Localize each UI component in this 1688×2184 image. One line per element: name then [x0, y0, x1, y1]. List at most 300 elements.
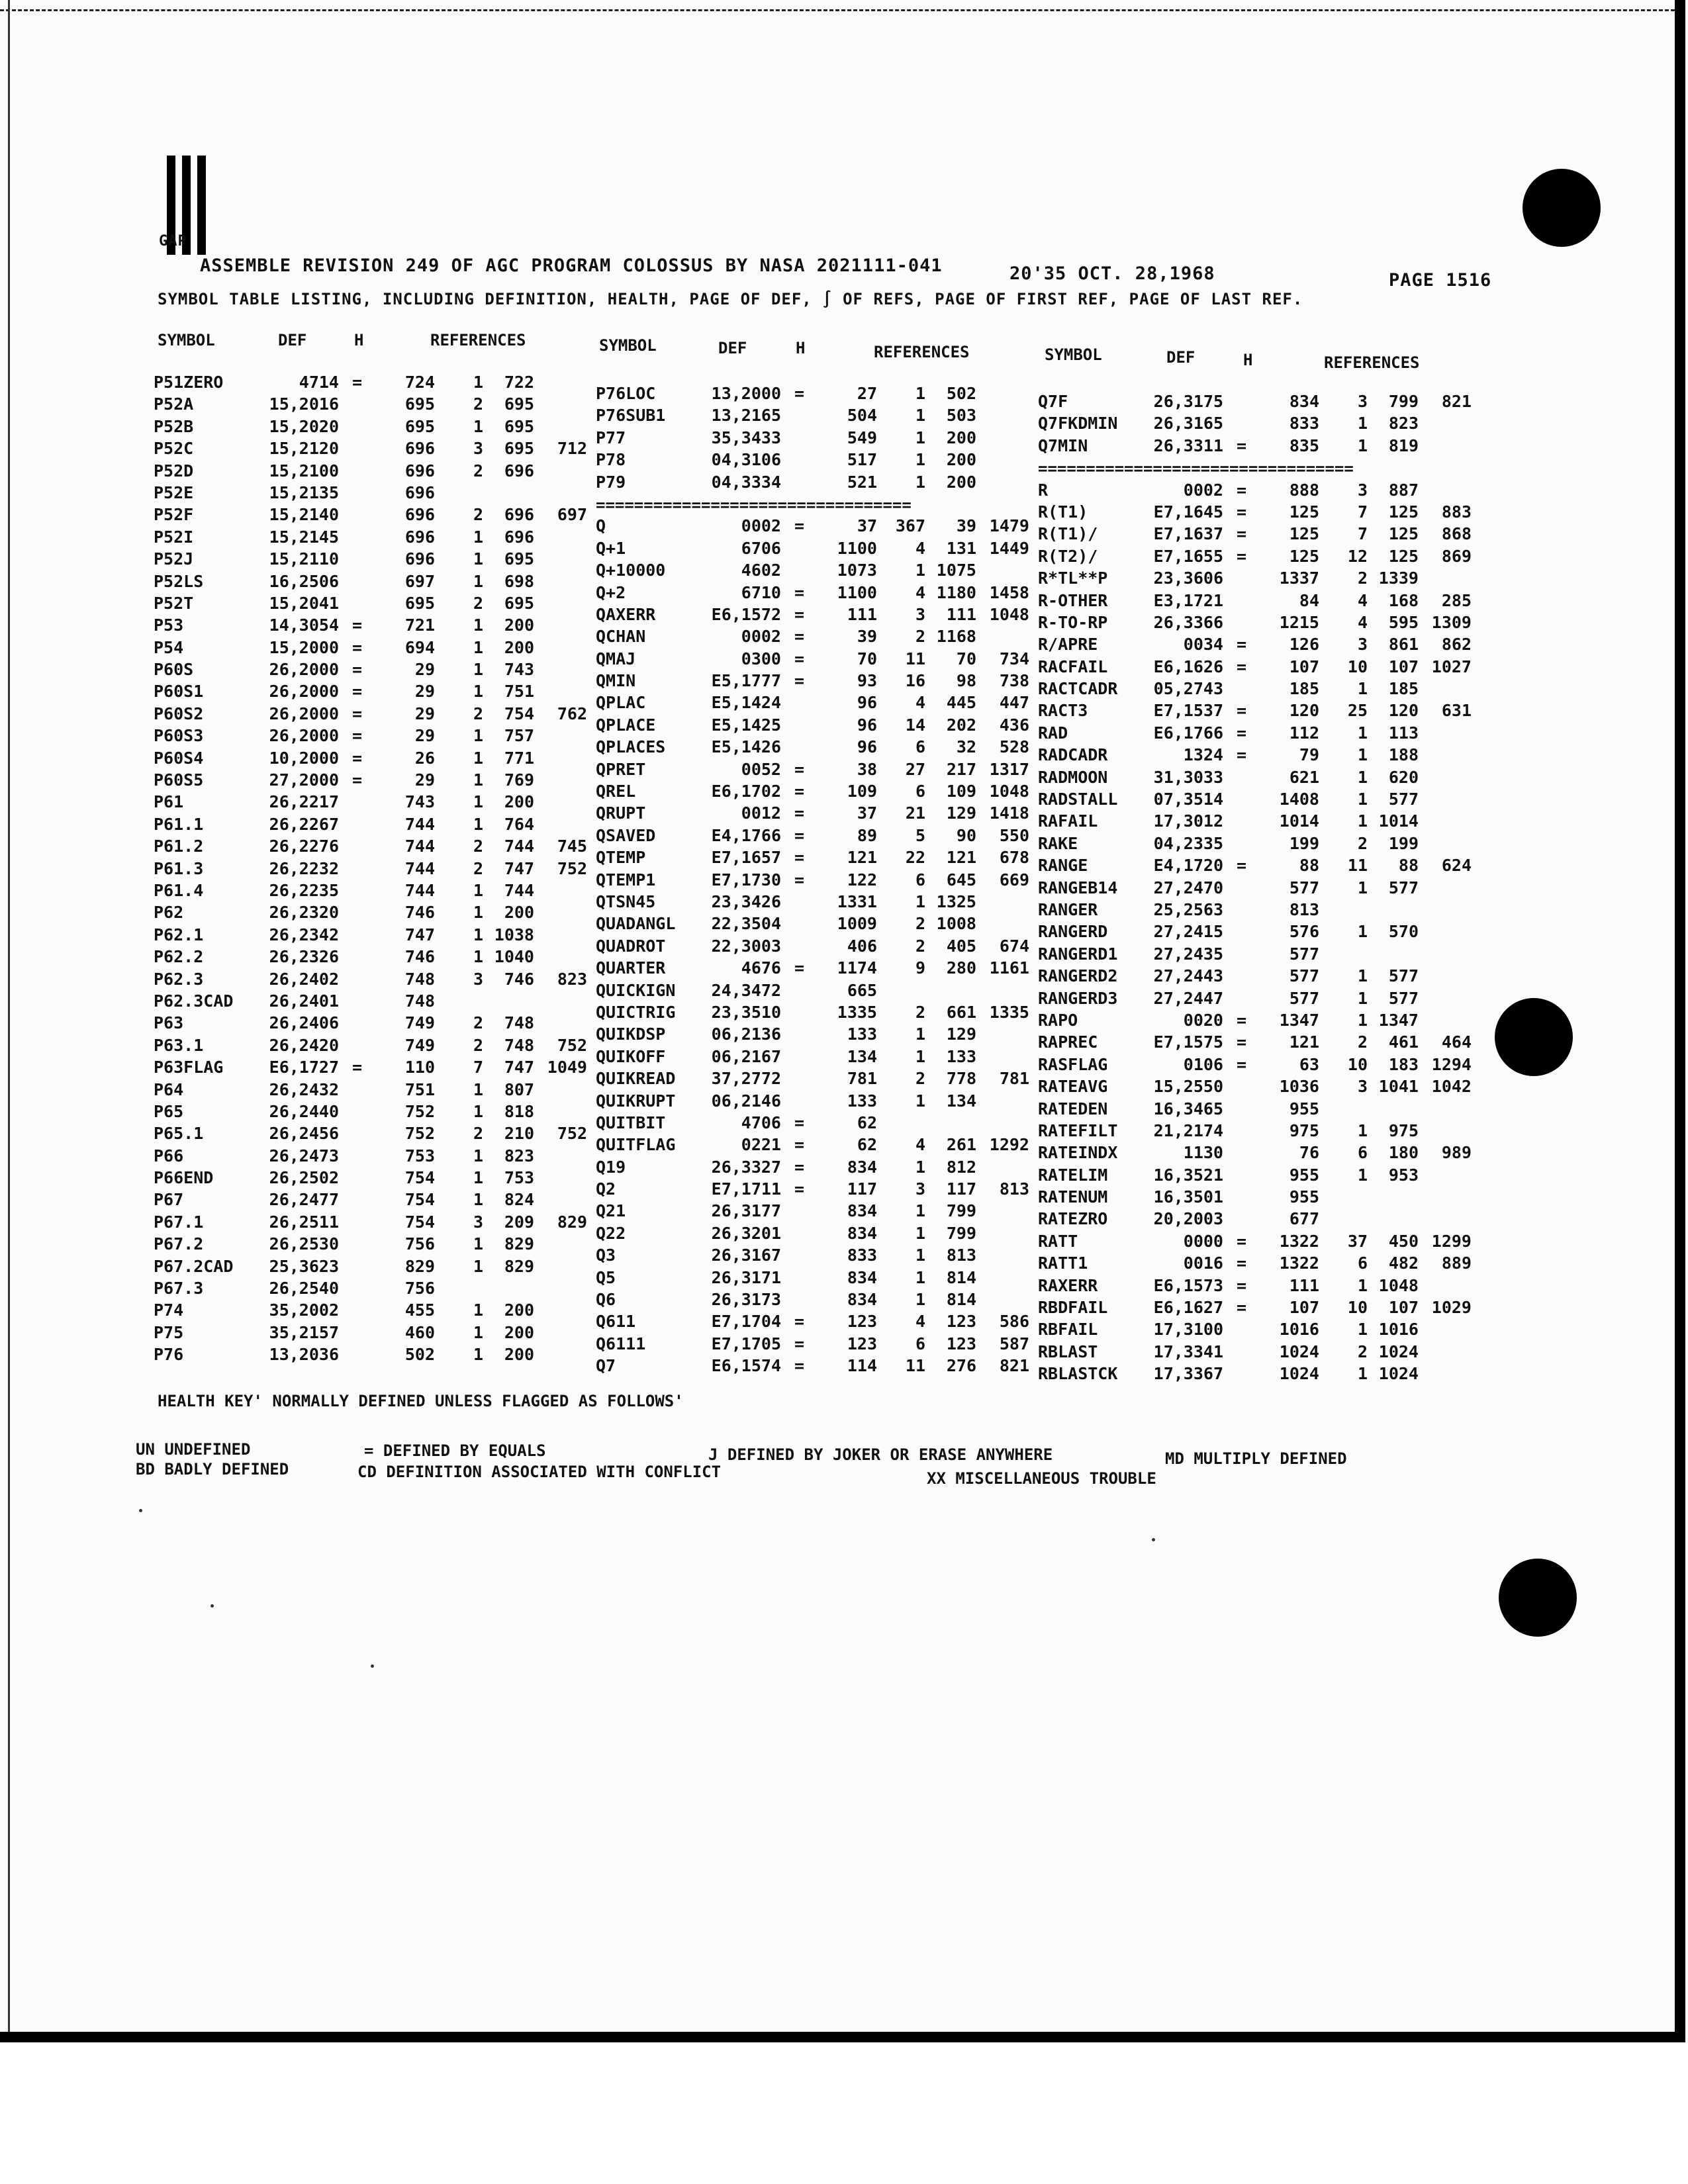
def-cell: 15,2135: [269, 482, 339, 502]
symbol-cell: P67: [154, 1190, 184, 1210]
page-left-edge: [8, 0, 10, 2032]
first-ref-cell: 32: [956, 737, 976, 757]
def-cell: 04,3334: [711, 472, 781, 492]
last-ref-cell: 669: [999, 870, 1029, 889]
def-page-cell: 1036: [1279, 1077, 1319, 1097]
def-cell: 23,3426: [711, 891, 781, 911]
symbol-cell: P60S5: [154, 770, 204, 790]
symbol-cell: Q3: [596, 1246, 616, 1265]
symbol-cell: RBLAST: [1038, 1342, 1098, 1361]
health-cell: =: [352, 704, 363, 723]
symbol-cell: Q+2: [596, 582, 626, 602]
health-cell: =: [1237, 502, 1247, 522]
symbol-cell: P66END: [154, 1168, 214, 1188]
ref-count-cell: 1: [1357, 966, 1368, 986]
column-header-health: H: [796, 339, 806, 357]
health-cell: =: [794, 582, 805, 602]
def-page-cell: 834: [847, 1267, 877, 1287]
def-page-cell: 744: [404, 880, 435, 900]
health-cell: =: [1237, 480, 1247, 500]
health-cell: =: [352, 1058, 363, 1077]
symbol-cell: P52B: [154, 416, 194, 436]
ref-count-cell: 1: [473, 373, 483, 392]
health-cell: =: [1237, 745, 1247, 765]
def-page-cell: 123: [847, 1312, 877, 1332]
first-ref-cell: 975: [1388, 1120, 1419, 1140]
def-cell: 16,3521: [1153, 1165, 1223, 1185]
first-ref-cell: 121: [946, 848, 976, 868]
def-page-cell: 1024: [1279, 1364, 1319, 1384]
first-ref-cell: 696: [504, 461, 534, 480]
health-key-title: HEALTH KEY' NORMALLY DEFINED UNLESS FLAGGED AS FOLLOWS': [158, 1392, 684, 1410]
first-ref-cell: 1347: [1378, 1010, 1419, 1030]
def-page-cell: 696: [404, 482, 435, 502]
symbol-cell: RATEDEN: [1038, 1099, 1108, 1118]
def-page-cell: 133: [847, 1091, 877, 1111]
ref-count-cell: 2: [473, 1013, 483, 1033]
symbol-cell: QPLACES: [596, 737, 666, 757]
def-page-cell: 62: [857, 1113, 877, 1132]
def-page-cell: 746: [404, 903, 435, 923]
def-page-cell: 834: [847, 1223, 877, 1243]
symbol-cell: RACT3: [1038, 701, 1088, 721]
first-ref-cell: 117: [946, 1179, 976, 1199]
first-ref-cell: 1041: [1378, 1077, 1419, 1097]
health-cell: =: [794, 803, 805, 823]
health-cell: =: [794, 1312, 805, 1332]
first-ref-cell: 276: [946, 1356, 976, 1376]
last-ref-cell: 586: [999, 1312, 1029, 1332]
ref-count-cell: 16: [905, 671, 925, 691]
def-cell: 27,2443: [1153, 966, 1223, 986]
symbol-cell: P63FLAG: [154, 1058, 224, 1077]
def-cell: 4714: [299, 373, 339, 392]
def-page-cell: 114: [847, 1356, 877, 1376]
first-ref-cell: 747: [504, 858, 534, 878]
first-ref-cell: 210: [504, 1124, 534, 1144]
scan-speck: [211, 1604, 214, 1608]
health-cell: =: [794, 870, 805, 889]
health-cell: =: [794, 958, 805, 978]
symbol-cell: RATENUM: [1038, 1187, 1108, 1207]
def-page-cell: 695: [404, 593, 435, 613]
symbol-cell: RANGERD3: [1038, 988, 1118, 1008]
symbol-cell: P52LS: [154, 571, 204, 591]
def-page-cell: 833: [1289, 414, 1319, 433]
def-page-cell: 955: [1289, 1165, 1319, 1185]
first-ref-cell: 829: [504, 1234, 534, 1254]
def-page-cell: 112: [1289, 723, 1319, 743]
last-ref-cell: 883: [1441, 502, 1472, 522]
first-ref-cell: 698: [504, 571, 534, 591]
first-ref-cell: 771: [504, 748, 534, 768]
symbol-cell: Q2: [596, 1179, 616, 1199]
def-cell: 04,3106: [711, 450, 781, 470]
symbol-cell: P64: [154, 1079, 184, 1099]
def-page-cell: 1337: [1279, 569, 1319, 588]
health-cell: =: [352, 637, 363, 657]
ref-count-cell: 3: [915, 1179, 925, 1199]
first-ref-cell: 744: [504, 880, 534, 900]
scan-speck: [1152, 1538, 1155, 1541]
def-cell: 0020: [1183, 1010, 1223, 1030]
first-ref-cell: 819: [1388, 435, 1419, 455]
health-cell: =: [1237, 635, 1247, 655]
def-cell: 15,2145: [269, 527, 339, 547]
health-cell: =: [794, 1113, 805, 1132]
first-ref-cell: 764: [504, 814, 534, 834]
ref-count-cell: 11: [905, 1356, 925, 1376]
health-cell: =: [794, 604, 805, 624]
symbol-cell: RATEFILT: [1038, 1120, 1118, 1140]
symbol-cell: RANGE: [1038, 856, 1088, 876]
symbol-cell: RAPREC: [1038, 1032, 1098, 1052]
last-ref-cell: 1335: [989, 1002, 1029, 1022]
last-ref-cell: 1317: [989, 759, 1029, 779]
def-page-cell: 29: [414, 704, 435, 723]
ref-count-cell: 1: [915, 1091, 925, 1111]
symbol-cell: P62.2: [154, 947, 204, 967]
first-ref-cell: 200: [946, 428, 976, 447]
ref-count-cell: 11: [905, 649, 925, 668]
def-page-cell: 107: [1289, 657, 1319, 676]
health-cell: =: [1237, 1298, 1247, 1318]
def-cell: 26,2217: [269, 792, 339, 812]
symbol-cell: P52A: [154, 394, 194, 414]
symbol-cell: RBLASTCK: [1038, 1364, 1118, 1384]
def-cell: 22,3003: [711, 936, 781, 956]
symbol-cell: QRUPT: [596, 803, 646, 823]
ref-count-cell: 1: [1357, 723, 1368, 743]
def-page-cell: 747: [404, 925, 435, 944]
first-ref-cell: 696: [504, 505, 534, 525]
ref-count-cell: 2: [915, 1069, 925, 1089]
symbol-cell: R/APRE: [1038, 635, 1098, 655]
scan-speck: [139, 1509, 142, 1512]
def-cell: E7,1705: [711, 1334, 781, 1353]
symbol-cell: RANGERD2: [1038, 966, 1118, 986]
first-ref-cell: 1008: [936, 914, 976, 934]
health-cell: =: [794, 671, 805, 691]
def-cell: 0000: [1183, 1231, 1223, 1251]
ref-count-cell: 25: [1347, 701, 1368, 721]
last-ref-cell: 1418: [989, 803, 1029, 823]
symbol-cell: RADMOON: [1038, 767, 1108, 787]
def-cell: 26,3171: [711, 1267, 781, 1287]
symbol-cell: Q19: [596, 1157, 626, 1177]
def-cell: 0002: [1183, 480, 1223, 500]
first-ref-cell: 748: [504, 1035, 534, 1055]
def-cell: 17,3100: [1153, 1320, 1223, 1340]
first-ref-cell: 168: [1388, 590, 1419, 610]
listing-title: ASSEMBLE REVISION 249 OF AGC PROGRAM COLOSSUS BY NASA 2021111-041: [200, 255, 943, 276]
ref-count-cell: 1: [473, 748, 483, 768]
def-cell: 26,2342: [269, 925, 339, 944]
symbol-cell: QTEMP: [596, 848, 646, 868]
last-ref-cell: 1299: [1431, 1231, 1472, 1251]
def-page-cell: 721: [404, 615, 435, 635]
ref-count-cell: 2: [915, 936, 925, 956]
first-ref-cell: 209: [504, 1212, 534, 1232]
def-page-cell: 117: [847, 1179, 877, 1199]
def-page-cell: 521: [847, 472, 877, 492]
symbol-cell: RADCADR: [1038, 745, 1108, 765]
last-ref-cell: 1161: [989, 958, 1029, 978]
def-page-cell: 109: [847, 782, 877, 801]
def-page-cell: 697: [404, 571, 435, 591]
first-ref-cell: 88: [1398, 856, 1419, 876]
last-ref-cell: 697: [557, 505, 587, 525]
symbol-cell: RAPO: [1038, 1010, 1078, 1030]
punch-hole: [1523, 169, 1601, 247]
symbol-cell: P61: [154, 792, 184, 812]
def-page-cell: 696: [404, 505, 435, 525]
ref-count-cell: 1: [915, 1024, 925, 1044]
ref-count-cell: 3: [473, 1212, 483, 1232]
health-cell: =: [1237, 546, 1247, 566]
def-cell: 26,2401: [269, 991, 339, 1011]
def-cell: E5,1425: [711, 715, 781, 735]
ref-count-cell: 1: [915, 384, 925, 403]
last-ref-cell: 869: [1441, 546, 1472, 566]
last-ref-cell: 1294: [1431, 1054, 1472, 1074]
first-ref-cell: 953: [1388, 1165, 1419, 1185]
ref-count-cell: 1: [1357, 414, 1368, 433]
def-cell: E6,1572: [711, 604, 781, 624]
def-page-cell: 744: [404, 837, 435, 856]
def-cell: 26,2477: [269, 1190, 339, 1210]
ref-count-cell: 1: [473, 1234, 483, 1254]
first-ref-cell: 620: [1388, 767, 1419, 787]
health-cell: =: [794, 1157, 805, 1177]
symbol-cell: P74: [154, 1300, 184, 1320]
ref-count-cell: 2: [915, 627, 925, 647]
def-cell: 0012: [741, 803, 781, 823]
ref-count-cell: 2: [473, 505, 483, 525]
def-cell: 35,2002: [269, 1300, 339, 1320]
first-ref-cell: 1040: [494, 947, 534, 967]
health-cell: =: [794, 848, 805, 868]
def-page-cell: 88: [1299, 856, 1319, 876]
first-ref-cell: 123: [946, 1334, 976, 1353]
symbol-cell: P52F: [154, 505, 194, 525]
symbol-cell: RATT: [1038, 1231, 1078, 1251]
def-cell: 15,2140: [269, 505, 339, 525]
def-page-cell: 96: [857, 737, 877, 757]
ref-count-cell: 1: [473, 571, 483, 591]
def-cell: 26,3165: [1153, 414, 1223, 433]
def-cell: 26,2000: [269, 704, 339, 723]
symbol-cell: P60S: [154, 660, 194, 680]
def-page-cell: 749: [404, 1013, 435, 1033]
def-cell: 31,3033: [1153, 767, 1223, 787]
first-ref-cell: 799: [1388, 392, 1419, 411]
first-ref-cell: 129: [946, 803, 976, 823]
ref-count-cell: 4: [915, 538, 925, 558]
first-ref-cell: 200: [504, 1300, 534, 1320]
column-header-references: REFERENCES: [430, 331, 526, 349]
def-page-cell: 975: [1289, 1120, 1319, 1140]
first-ref-cell: 814: [946, 1267, 976, 1287]
ref-count-cell: 1: [473, 660, 483, 680]
first-ref-cell: 861: [1388, 635, 1419, 655]
def-page-cell: 1100: [837, 538, 877, 558]
ref-count-cell: 2: [473, 858, 483, 878]
def-page-cell: 751: [404, 1079, 435, 1099]
symbol-cell: P76: [154, 1345, 184, 1365]
last-ref-cell: 678: [999, 848, 1029, 868]
def-cell: E7,1637: [1153, 524, 1223, 544]
first-ref-cell: 1038: [494, 925, 534, 944]
def-page-cell: 79: [1299, 745, 1319, 765]
symbol-cell: P62.1: [154, 925, 204, 944]
last-ref-cell: 1029: [1431, 1298, 1472, 1318]
first-ref-cell: 1024: [1378, 1342, 1419, 1361]
first-ref-cell: 754: [504, 704, 534, 723]
def-cell: 15,2016: [269, 394, 339, 414]
separator-line: =================================: [1038, 461, 1354, 477]
def-cell: 0221: [741, 1135, 781, 1155]
ref-count-cell: 1: [473, 527, 483, 547]
def-cell: 26,2511: [269, 1212, 339, 1232]
ref-count-cell: 2: [1357, 833, 1368, 853]
first-ref-cell: 757: [504, 726, 534, 746]
last-ref-cell: 752: [557, 1035, 587, 1055]
ref-count-cell: 1: [473, 814, 483, 834]
def-page-cell: 517: [847, 450, 877, 470]
first-ref-cell: 217: [946, 759, 976, 779]
symbol-cell: QREL: [596, 782, 636, 801]
def-cell: 16,2506: [269, 571, 339, 591]
last-ref-cell: 712: [557, 439, 587, 459]
health-cell: =: [1237, 1032, 1247, 1052]
ref-count-cell: 1: [473, 1101, 483, 1121]
symbol-cell: R: [1038, 480, 1049, 500]
def-cell: 17,3367: [1153, 1364, 1223, 1384]
def-cell: 25,2563: [1153, 899, 1223, 919]
ref-count-cell: 1: [1357, 988, 1368, 1008]
ref-count-cell: 37: [1347, 1231, 1368, 1251]
def-cell: E4,1720: [1153, 856, 1223, 876]
ref-count-cell: 1: [1357, 1165, 1368, 1185]
def-cell: 06,2167: [711, 1046, 781, 1066]
last-ref-cell: 781: [999, 1069, 1029, 1089]
symbol-cell: P52C: [154, 439, 194, 459]
def-page-cell: 1335: [837, 1002, 877, 1022]
separator-line: =================================: [596, 496, 912, 513]
def-cell: 26,2000: [269, 726, 339, 746]
ref-count-cell: 1: [1357, 811, 1368, 831]
def-cell: 26,2235: [269, 880, 339, 900]
def-page-cell: 1331: [837, 891, 877, 911]
ref-count-cell: 1: [473, 615, 483, 635]
symbol-cell: RANGERD1: [1038, 944, 1118, 964]
health-cell: =: [352, 726, 363, 746]
def-cell: 15,2041: [269, 593, 339, 613]
symbol-cell: RANGEB14: [1038, 878, 1118, 897]
column-header-def: DEF: [1166, 348, 1196, 367]
first-ref-cell: 445: [946, 693, 976, 713]
symbol-cell: QCHAN: [596, 627, 646, 647]
ref-count-cell: 1: [473, 1300, 483, 1320]
def-cell: 26,2530: [269, 1234, 339, 1254]
last-ref-cell: 1458: [989, 582, 1029, 602]
ref-count-cell: 1: [473, 1322, 483, 1342]
symbol-cell: P52J: [154, 549, 194, 569]
symbol-cell: P67.2: [154, 1234, 204, 1254]
def-page-cell: 1322: [1279, 1253, 1319, 1273]
def-page-cell: 577: [1289, 988, 1319, 1008]
last-ref-cell: 752: [557, 858, 587, 878]
def-page-cell: 37: [857, 516, 877, 536]
def-cell: 13,2165: [711, 406, 781, 426]
ref-count-cell: 4: [915, 1135, 925, 1155]
symbol-cell: P76SUB1: [596, 406, 666, 426]
def-cell: 14,3054: [269, 615, 339, 635]
def-cell: 26,2420: [269, 1035, 339, 1055]
ref-count-cell: 1: [915, 1246, 925, 1265]
first-ref-cell: 1075: [936, 561, 976, 580]
first-ref-cell: 39: [956, 516, 976, 536]
symbol-cell: QUITBIT: [596, 1113, 666, 1132]
ref-count-cell: 1: [473, 1190, 483, 1210]
def-cell: E7,1711: [711, 1179, 781, 1199]
def-cell: 23,3510: [711, 1002, 781, 1022]
def-cell: 06,2146: [711, 1091, 781, 1111]
ref-count-cell: 3: [1357, 635, 1368, 655]
first-ref-cell: 818: [504, 1101, 534, 1121]
def-page-cell: 955: [1289, 1187, 1319, 1207]
def-cell: 26,3311: [1153, 435, 1223, 455]
ref-count-cell: 14: [905, 715, 925, 735]
ref-count-cell: 1: [915, 450, 925, 470]
ref-count-cell: 1: [473, 880, 483, 900]
symbol-cell: RASFLAG: [1038, 1054, 1108, 1074]
def-cell: 26,3177: [711, 1201, 781, 1221]
def-page-cell: 125: [1289, 546, 1319, 566]
symbol-cell: QUARTER: [596, 958, 666, 978]
def-cell: 0106: [1183, 1054, 1223, 1074]
ref-count-cell: 11: [1347, 856, 1368, 876]
symbol-cell: P67.3: [154, 1279, 204, 1298]
ref-count-cell: 1: [473, 549, 483, 569]
def-page-cell: 111: [847, 604, 877, 624]
ref-count-cell: 2: [473, 461, 483, 480]
first-ref-cell: 461: [1388, 1032, 1419, 1052]
first-ref-cell: 722: [504, 373, 534, 392]
def-cell: 20,2003: [1153, 1209, 1223, 1229]
ref-count-cell: 1: [473, 416, 483, 436]
def-page-cell: 93: [857, 671, 877, 691]
def-page-cell: 752: [404, 1101, 435, 1121]
first-ref-cell: 595: [1388, 612, 1419, 632]
symbol-cell: P61.2: [154, 837, 204, 856]
def-cell: 15,2100: [269, 461, 339, 480]
first-ref-cell: 188: [1388, 745, 1419, 765]
first-ref-cell: 1014: [1378, 811, 1419, 831]
def-cell: 0034: [1183, 635, 1223, 655]
def-cell: 26,2473: [269, 1146, 339, 1165]
ref-count-cell: 1: [473, 792, 483, 812]
def-page-cell: 744: [404, 858, 435, 878]
symbol-cell: QUIKDSP: [596, 1024, 666, 1044]
column-header-symbol: SYMBOL: [158, 331, 215, 349]
def-page-cell: 577: [1289, 878, 1319, 897]
health-key-equals: = DEFINED BY EQUALS: [364, 1441, 546, 1460]
symbol-cell: QMIN: [596, 671, 636, 691]
def-cell: 17,3341: [1153, 1342, 1223, 1361]
def-cell: 27,2447: [1153, 988, 1223, 1008]
